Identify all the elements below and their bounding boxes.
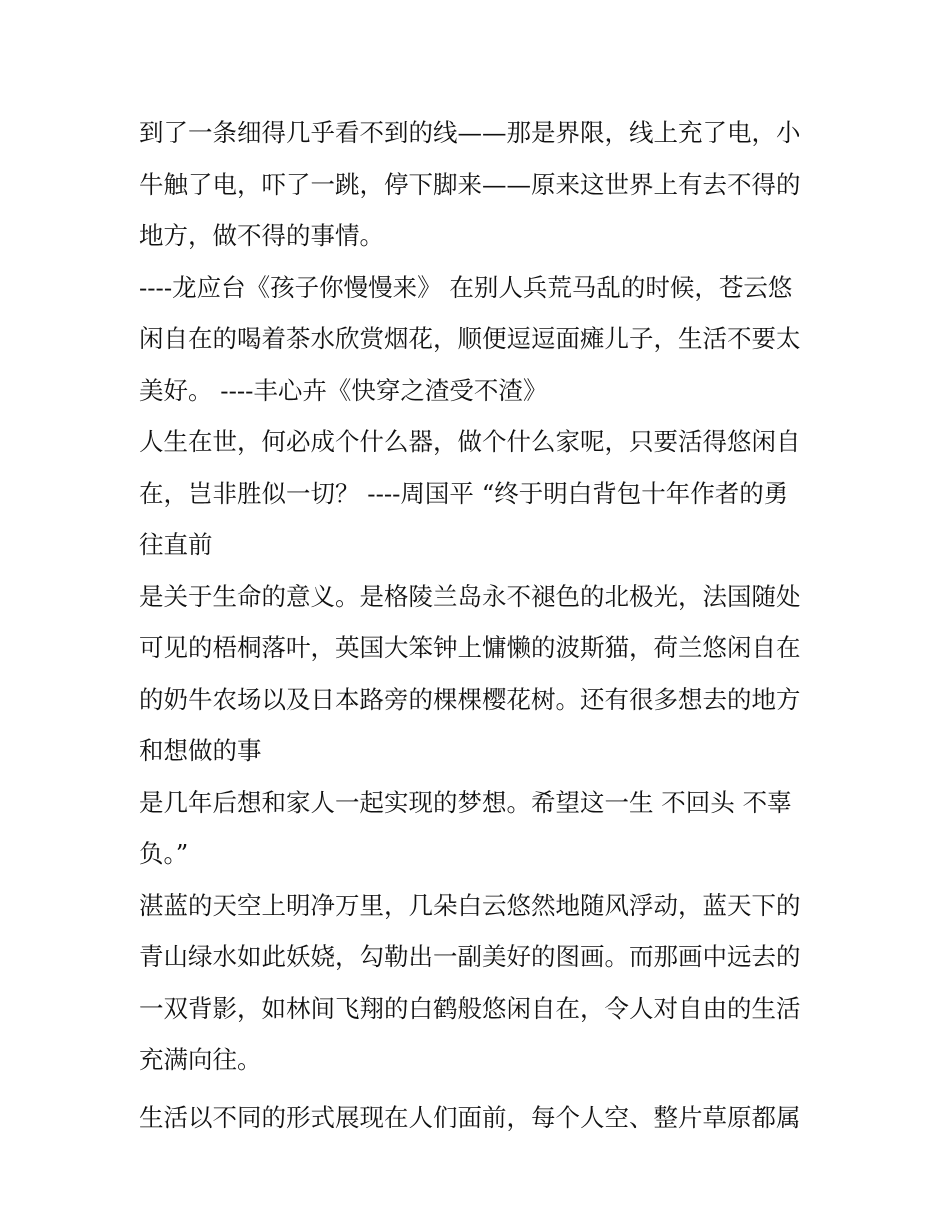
text-line: 湛蓝的天空上明净万里，几朵白云悠然地随风浮动，蓝天下的 (139, 890, 801, 920)
document-body (139, 107, 819, 1143)
text-line: 是关于生命的意义。是格陵兰岛永不褪色的北极光，法国随处 (139, 581, 801, 611)
text-line: 可见的梧桐落叶，英国大笨钟上慵懒的波斯猫，荷兰悠闲自在 (139, 633, 801, 662)
text-line: 青山绿水如此妖娆，勾勒出一副美好的图画。而那画中远去的 (139, 942, 801, 971)
text-line: 负。” (139, 839, 189, 868)
text-line: 和想做的事 (139, 736, 262, 765)
text-line: 闲自在的喝着茶水欣赏烟花，顺便逗逗面瘫儿子，生活不要太 (139, 324, 801, 353)
text-line: 美好。 ----丰心卉《快穿之渣受不渣》 (139, 375, 548, 405)
text-line: 在，岂非胜似一切？ ----周国平 “终于明白背包十年作者的勇 (139, 478, 789, 508)
text-line: 生活以不同的形式展现在人们面前，每个人空、整片草原都属 (139, 1102, 801, 1132)
text-line: 牛触了电，吓了一跳，停下脚来——原来这世界上有去不得的 (139, 169, 801, 199)
text-line: 充满向往。 (139, 1045, 262, 1074)
text-line: 人生在世，何必成个什么器，做个什么家呢，只要活得悠闲自 (139, 427, 801, 456)
text-line: 是几年后想和家人一起实现的梦想。希望这一生 不回头 不辜 (139, 787, 792, 817)
text-line: 到了一条细得几乎看不到的线——那是界限，线上充了电，小 (139, 118, 801, 147)
text-line: ----龙应台《孩子你慢慢来》 在别人兵荒马乱的时候，苍云悠 (139, 272, 793, 302)
text-line: 的奶牛农场以及日本路旁的棵棵樱花树。还有很多想去的地方 (139, 684, 801, 714)
text-line: 地方，做不得的事情。 (139, 221, 384, 250)
text-line: 往直前 (139, 530, 213, 559)
text-line: 一双背影，如林间飞翔的白鹤般悠闲自在，令人对自由的生活 (139, 993, 801, 1023)
